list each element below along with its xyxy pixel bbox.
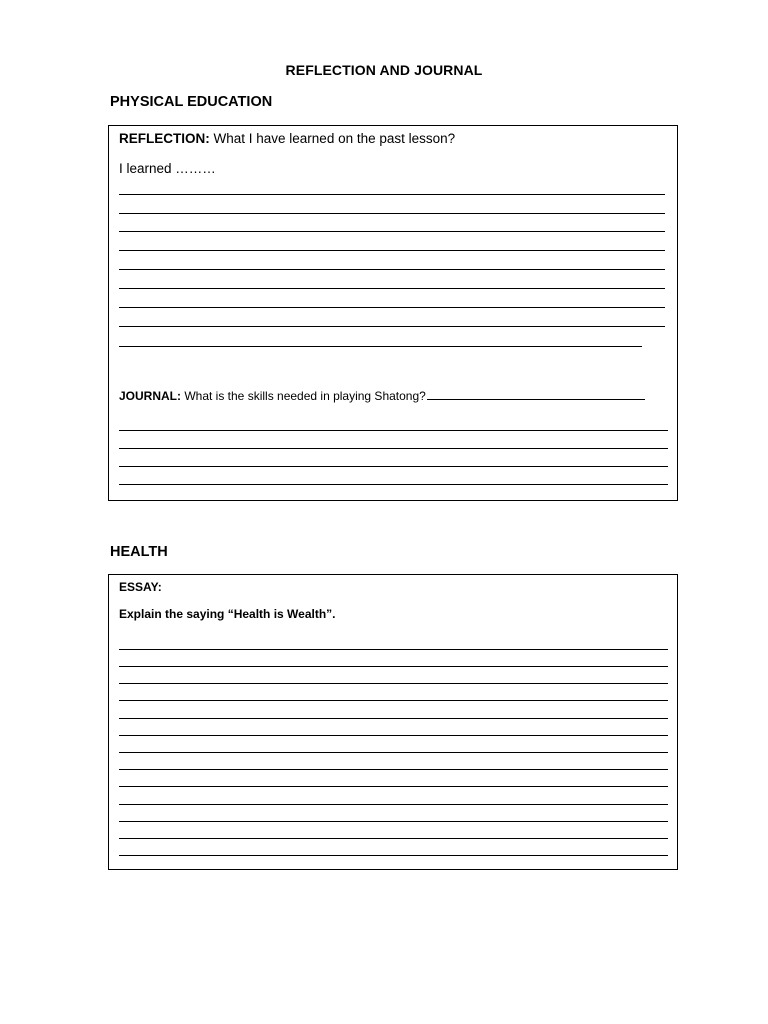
reflection-question — [119, 131, 455, 146]
essay-prompt-quote: “Health is Wealth” — [227, 607, 333, 621]
journal-answer-line[interactable] — [119, 484, 668, 485]
essay-answer-line[interactable] — [119, 786, 668, 787]
essay-answer-line[interactable] — [119, 804, 668, 805]
journal-answer-line[interactable] — [119, 430, 668, 431]
journal-answer-line[interactable] — [119, 448, 668, 449]
essay-answer-line[interactable] — [119, 838, 668, 839]
essay-answer-line[interactable] — [119, 855, 668, 856]
essay-answer-line[interactable] — [119, 752, 668, 753]
document-title: REFLECTION AND JOURNAL — [285, 62, 483, 78]
journal-question — [119, 389, 645, 403]
reflection-answer-line[interactable] — [119, 250, 665, 251]
essay-label: ESSAY: — [119, 580, 162, 594]
reflection-answer-line[interactable] — [119, 288, 665, 289]
essay-answer-line[interactable] — [119, 666, 668, 667]
essay-answer-line[interactable] — [119, 718, 668, 719]
reflection-answer-line[interactable] — [119, 231, 665, 232]
pe-section-heading: PHYSICAL EDUCATION — [110, 94, 273, 110]
essay-answer-line[interactable] — [119, 821, 668, 822]
journal-inline-answer-line[interactable] — [427, 389, 645, 400]
essay-answer-line[interactable] — [119, 769, 668, 770]
reflection-label: REFLECTION: — [119, 131, 210, 146]
reflection-question-text: What I have learned on the past lesson? — [209, 131, 456, 146]
essay-answer-line[interactable] — [119, 683, 668, 684]
health-section-heading: HEALTH — [110, 544, 168, 560]
pe-answer-box — [108, 125, 678, 501]
journal-label: JOURNAL: — [119, 389, 181, 403]
reflection-answer-line[interactable] — [119, 194, 665, 195]
essay-answer-line[interactable] — [119, 649, 668, 650]
essay-prompt-prefix: Explain the saying — [119, 607, 228, 621]
health-answer-box — [108, 574, 678, 870]
reflection-answer-line[interactable] — [119, 326, 665, 327]
essay-prompt — [119, 607, 336, 621]
journal-question-text: What is the skills needed in playing Shatong? — [181, 389, 426, 403]
essay-answer-line[interactable] — [119, 700, 668, 701]
reflection-answer-line[interactable] — [119, 307, 665, 308]
essay-answer-line[interactable] — [119, 735, 668, 736]
reflection-answer-line[interactable] — [119, 346, 642, 347]
reflection-prompt: I learned ……… — [119, 161, 216, 176]
reflection-answer-line[interactable] — [119, 269, 665, 270]
journal-answer-line[interactable] — [119, 466, 668, 467]
essay-prompt-suffix: . — [332, 607, 336, 621]
reflection-answer-line[interactable] — [119, 213, 665, 214]
